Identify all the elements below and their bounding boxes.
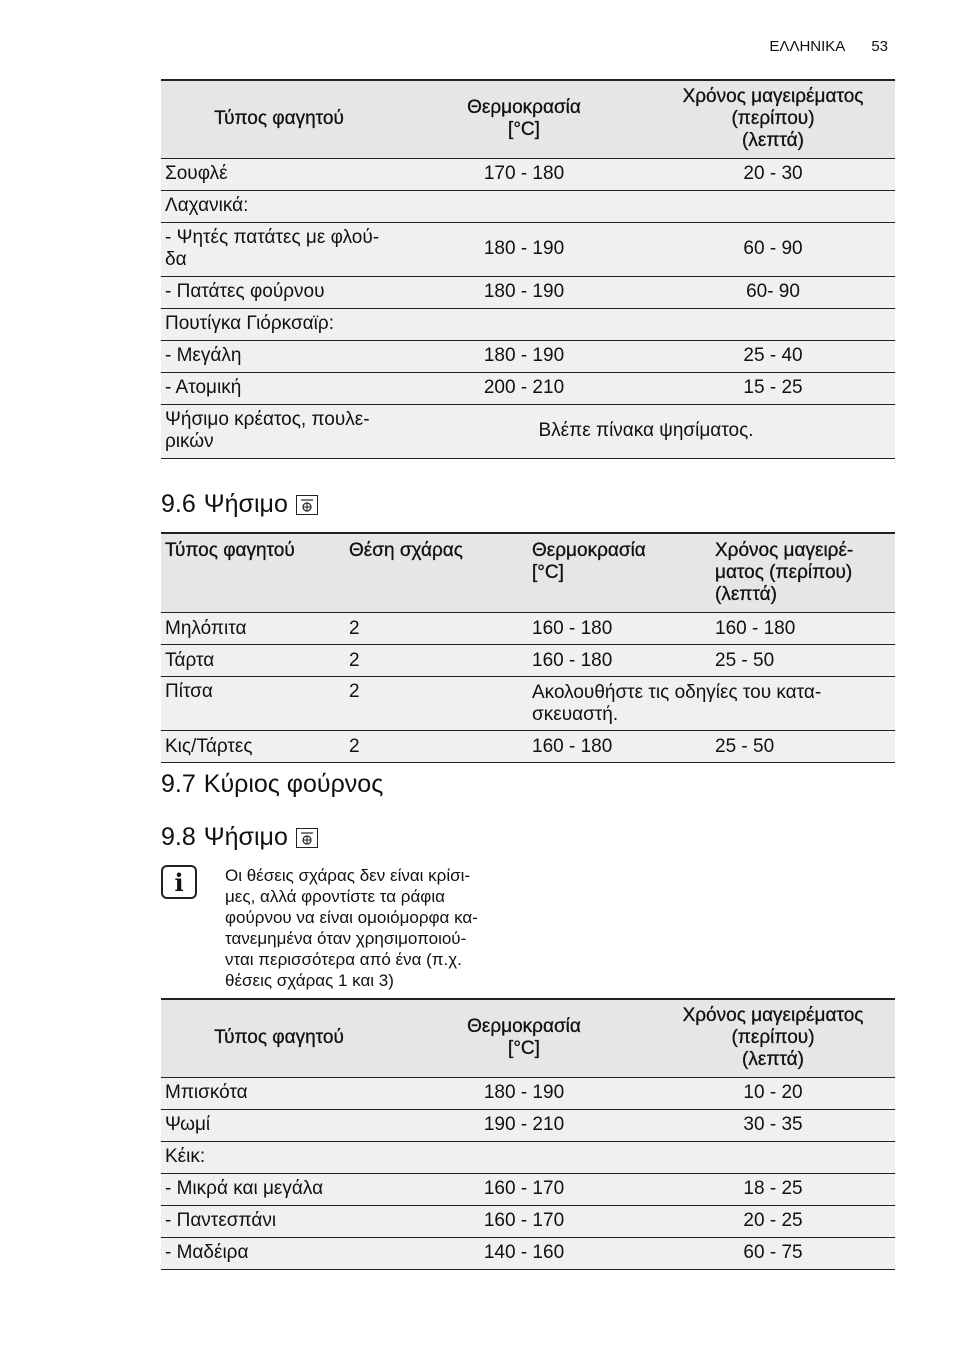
table-row (161, 677, 895, 731)
time-cell: 20 - 30 (743, 163, 803, 184)
table3-header-time: Χρόνος μαγειρέματος (περίπου) (λεπτά) (651, 999, 895, 1077)
temp-cell: 160 - 170 (483, 1178, 565, 1199)
table-row (161, 190, 895, 222)
table-row (161, 222, 895, 276)
table-row (161, 645, 895, 677)
shelf-cell: 2 (349, 649, 360, 671)
table2-header-temp: Θερμοκρασία [°C] (528, 533, 711, 613)
food-cell: Μπισκότα (165, 1082, 248, 1103)
food-cell: - Πατάτες φούρνου (165, 281, 325, 302)
temp-cell: 160 - 180 (532, 735, 613, 757)
page-header (769, 38, 888, 55)
grill-icon (296, 495, 318, 515)
table-row (161, 1237, 895, 1269)
food-cell: - Μαδέιρα (165, 1242, 249, 1263)
temp-cell: 190 - 210 (483, 1114, 565, 1135)
merged-cell: Βλέπε πίνακα ψησίματος. (538, 420, 754, 441)
section-number: 9.8 (161, 823, 196, 851)
temp-cell: 180 - 190 (483, 281, 565, 302)
note-text: Οι θέσεις σχάρας δεν είναι κρίσι- μες, αλλά φροντίστε τα ράφια φούρνου να είναι ομοιόμορφα κα- τανεμημένα όταν χρησιμοποιού- νται περισσότερα από ένα (π.χ. θέσεις σχάρας 1 και 3) (225, 866, 478, 990)
section-number: 9.7 (161, 770, 196, 798)
temp-cell: 180 - 190 (483, 345, 565, 366)
table2-header-shelf: Θέση σχάρας (345, 533, 528, 613)
time-cell: 60 - 75 (743, 1242, 803, 1263)
temp-cell: 160 - 170 (483, 1210, 565, 1231)
section-heading-9-7 (161, 770, 383, 799)
table3-header-temp: Θερμοκρασία [°C] (397, 999, 651, 1077)
table1-header-food: Τύπος φαγητού (161, 80, 397, 158)
section-number: 9.6 (161, 490, 196, 518)
shelf-cell: 2 (349, 735, 360, 757)
table-row (161, 731, 895, 763)
table3-header-food: Τύπος φαγητού (161, 999, 397, 1077)
time-cell: 15 - 25 (743, 377, 803, 398)
category-cell: Κέικ: (165, 1146, 206, 1167)
food-cell: Ψωμί (165, 1114, 211, 1135)
table-row (161, 404, 895, 458)
time-cell: 18 - 25 (743, 1178, 803, 1199)
table1-header-temp: Θερμοκρασία [°C] (397, 80, 651, 158)
food-cell: - Ψητές πατάτες με φλού- δα (165, 227, 380, 270)
temp-cell: 160 - 180 (532, 649, 613, 671)
food-cell: Τάρτα (165, 649, 215, 671)
time-cell: 30 - 35 (743, 1114, 803, 1135)
merged-cell: Ακολουθήστε τις οδηγίες του κατα- σκευαστή. (532, 681, 822, 725)
cooking-table-2 (161, 532, 895, 763)
food-cell: - Μικρά και μεγάλα (165, 1178, 324, 1199)
food-cell: - Ατομική (165, 377, 242, 398)
section-heading-9-6 (161, 490, 318, 519)
food-cell: Σουφλέ (165, 163, 228, 184)
temp-cell: 180 - 190 (483, 1082, 565, 1103)
section-title: Ψήσιμο (203, 490, 288, 518)
shelf-cell: 2 (349, 617, 360, 639)
section-title: Κύριος φούρνος (203, 770, 384, 798)
header-language: ΕΛΛΗΝΙΚΑ (769, 38, 846, 55)
table-row (161, 158, 895, 190)
category-cell: Λαχανικά: (165, 195, 249, 216)
temp-cell: 200 - 210 (483, 377, 565, 398)
table-row (161, 613, 895, 645)
time-cell: 25 - 50 (715, 649, 775, 671)
food-cell: Κις/Τάρτες (165, 735, 253, 757)
table-row (161, 308, 895, 340)
cooking-table-1 (161, 79, 895, 459)
temp-cell: 140 - 160 (483, 1242, 565, 1263)
table2-header-food: Τύπος φαγητού (161, 533, 345, 613)
cooking-table-3 (161, 998, 895, 1270)
food-cell: Πίτσα (165, 681, 213, 702)
table-row (161, 1109, 895, 1141)
table-row (161, 1173, 895, 1205)
table-row (161, 1205, 895, 1237)
food-cell: - Παντεσπάνι (165, 1210, 277, 1231)
time-cell: 60 - 90 (743, 238, 803, 259)
section-heading-9-8 (161, 823, 318, 852)
table-row (161, 372, 895, 404)
shelf-cell: 2 (349, 681, 360, 702)
food-cell: Μηλόπιτα (165, 617, 247, 639)
time-cell: 160 - 180 (715, 617, 796, 639)
table1-header-time: Χρόνος μαγειρέματος (περίπου) (λεπτά) (651, 80, 895, 158)
table-row (161, 1077, 895, 1109)
table-row (161, 1141, 895, 1173)
temp-cell: 170 - 180 (483, 163, 565, 184)
time-cell: 60- 90 (746, 281, 800, 302)
temp-cell: 160 - 180 (532, 617, 613, 639)
table-row (161, 340, 895, 372)
food-cell: Ψήσιμο κρέατος, πουλε- ρικών (165, 409, 370, 452)
grill-icon (296, 828, 318, 848)
category-cell: Πουτίγκα Γιόρκσαϊρ: (165, 313, 334, 334)
info-icon: i (161, 865, 197, 899)
food-cell: - Μεγάλη (165, 345, 242, 366)
page-number: 53 (871, 38, 888, 55)
time-cell: 10 - 20 (743, 1082, 803, 1103)
time-cell: 25 - 50 (715, 735, 775, 757)
temp-cell: 180 - 190 (483, 238, 565, 259)
time-cell: 25 - 40 (743, 345, 803, 366)
section-title: Ψήσιμο (203, 823, 288, 851)
time-cell: 20 - 25 (743, 1210, 803, 1231)
table-row (161, 276, 895, 308)
table2-header-time: Χρόνος μαγειρέ- ματος (περίπου) (λεπτά) (711, 533, 895, 613)
